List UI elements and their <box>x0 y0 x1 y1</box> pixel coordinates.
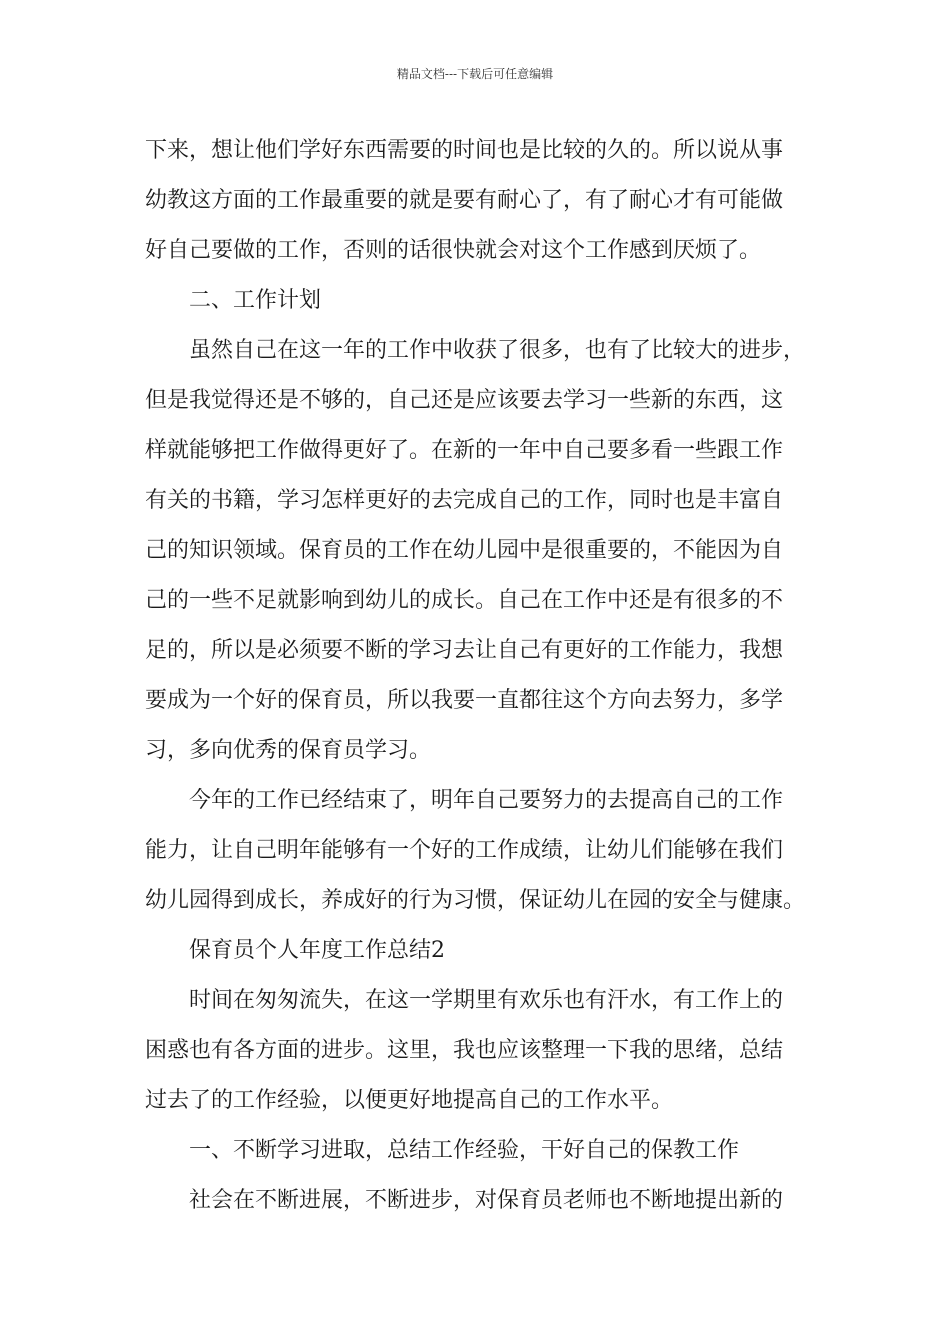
text-line: 时间在匆匆流失，在这一学期里有欢乐也有汗水，有工作上的 <box>189 988 784 1013</box>
text-line: 己的知识领域。保育员的工作在幼儿园中是很重要的，不能因为自 <box>145 538 784 563</box>
text-line: 有关的书籍，学习怎样更好的去完成自己的工作，同时也是丰富自 <box>145 488 784 513</box>
text-line: 今年的工作已经结束了，明年自己要努力的去提高自己的工作 <box>189 788 784 813</box>
text-line: 社会在不断进展，不断进步，对保育员老师也不断地提出新的 <box>189 1188 784 1213</box>
text-line: 己的一些不足就影响到幼儿的成长。自己在工作中还是有很多的不 <box>145 588 784 613</box>
section-heading: 一、不断学习进取，总结工作经验，干好自己的保教工作 <box>189 1138 740 1163</box>
text-line: 能力，让自己明年能够有一个好的工作成绩，让幼儿们能够在我们 <box>145 838 784 863</box>
text-line: 幼儿园得到成长，养成好的行为习惯，保证幼儿在园的安全与健康。 <box>145 888 806 913</box>
text-line: 但是我觉得还是不够的，自己还是应该要去学习一些新的东西，这 <box>145 388 784 413</box>
text-line: 幼教这方面的工作最重要的就是要有耐心了，有了耐心才有可能做 <box>145 188 784 213</box>
page-header: 精品文档---下载后可任意编辑 <box>396 67 554 81</box>
document-body <box>145 126 815 1226</box>
section-heading: 二、工作计划 <box>189 288 322 313</box>
text-line: 好自己要做的工作，否则的话很快就会对这个工作感到厌烦了。 <box>145 238 762 263</box>
text-line: 虽然自己在这一年的工作中收获了很多，也有了比较大的进步， <box>189 338 806 363</box>
text-line: 足的，所以是必须要不断的学习去让自己有更好的工作能力，我想 <box>145 638 784 663</box>
text-line: 样就能够把工作做得更好了。在新的一年中自己要多看一些跟工作 <box>145 438 784 463</box>
text-line: 习，多向优秀的保育员学习。 <box>145 738 432 763</box>
text-line: 过去了的工作经验，以便更好地提高自己的工作水平。 <box>145 1088 674 1113</box>
document-title: 保育员个人年度工作总结2 <box>189 938 445 963</box>
text-line: 要成为一个好的保育员，所以我要一直都往这个方向去努力，多学 <box>145 688 784 713</box>
text-line: 下来，想让他们学好东西需要的时间也是比较的久的。所以说从事 <box>145 138 784 163</box>
text-line: 困惑也有各方面的进步。这里，我也应该整理一下我的思绪，总结 <box>145 1038 784 1063</box>
